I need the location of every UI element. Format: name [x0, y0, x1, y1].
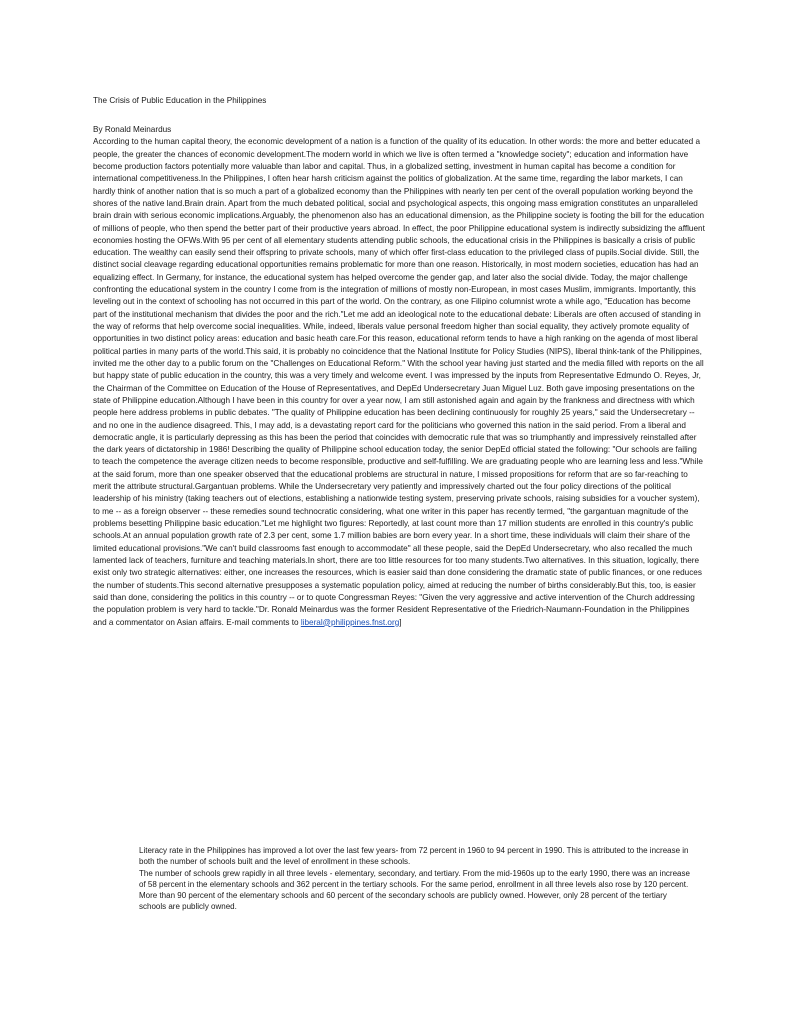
article-body: [93, 124, 705, 629]
article-byline: By Ronald Meinardus: [93, 125, 172, 134]
article-title: The Crisis of Public Education in the Philippines: [93, 96, 267, 105]
email-link[interactable]: liberal@philippines.fnst.org: [300, 617, 400, 627]
article-text: According to the human capital theory, the economic development of a nation is a function of the quality of its education. In other words: the more and better educated a people, the greater the chances of economic development.The modern world in which we live is often termed a "knowledge society"; education and information have become production factors potentially more valuable than labor and capital. Thus, in a globalized setting, investment in human capital has become a condition for international competitiveness.In the Philippines, I often hear harsh criticism against the politics of globalization. At the same time, regarding the labor markets, I can hardly think of another nation that is so much a part of a globalized economy than the Philippines with nearly ten per cent of the overall population working beyond the shores of the native land.Brain drain. Apart from the much debated political, social and psychological aspects, this ongoing mass emigration constitutes an unparalleled brain drain with serious economic implications.Arguably, the phenomenon also has an educational dimension, as the Philippine society is footing the bill for the education of millions of people, who then spend the better part of their productive years abroad. In effect, the poor Philippine educational system is indirectly subsidizing the affluent economies hosting the OFWs.With 95 per cent of all elementary students attending public schools, the educational crisis in the Philippines is basically a crisis of public education. The wealthy can easily send their offspring to private schools, many of which offer first-class education to the privileged class of pupils.Social divide. Still, the distinct social cleavage regarding educational opportunities remains problematic for more than one reason. Historically, in most modern societies, education has had an equalizing effect. In Germany, for instance, the educational system has helped overcome the gender gap, and later also the social divide. Today, the major challenge confronting the educational system in the country I come from is the integration of millions of mostly non-European, in most cases Muslim, immigrants. Importantly, this leveling out in the context of schooling has not occurred in this part of the world. On the contrary, as one Filipino columnist wrote a while ago, "Education has become part of the institutional mechanism that divides the poor and the rich."Let me add an ideological note to the educational debate: Liberals are often accused of standing in the way of reforms that help overcome social inequalities. While, indeed, liberals value personal freedom higher than social equality, they actively promote equality of opportunities in two distinct policy areas: education and basic heath care.For this reason, educational reform tends to have a high ranking on the agenda of most liberal political parties in many parts of the world.This said, it is probably no coincidence that the National Institute for Policy Studies (NIPS), liberal think-tank of the Philippines, invited me the other day to a public forum on the "Challenges on Educational Reform." With the school year having just started and the media filled with reports on the all but happy state of public education in the country, this was a very timely and welcome event. I was impressed by the inputs from Representative Edmundo O. Reyes, Jr, the Chairman of the Committee on Education of the House of Representatives, and DepEd Undersecretary Juan Miguel Luz. Both gave imposing presentations on the state of Philippine education.Although I have been in this country for over a year now, I am still astonished again and again by the frankness and directness with which people here address problems in public debates. "The quality of Philippine education has been declining continuously for roughly 25 years," said the Undersecretary -- and no one in the audience disagreed. This, I may add, is a devastating report card for the politicians who governed this nation in the said period. From a liberal and democratic angle, it is particularly depressing as this has been the period that coincides with democratic rule that was so triumphantly and impressively reinstalled after the dark years of dictatorship in 1986! Describing the quality of Philippine school education today, the senior DepEd official stated the following: "Our schools are failing to teach the competence the average citizen needs to become responsible, productive and self-fulfilling. We are graduating people who are learning less and less."While at the said forum, more than one speaker observed that the educational problems are structural in nature, I missed propositions for reform that are so far-reaching to merit the attribute structural.Gargantuan problems. While the Undersecretary very patiently and impressively charted out the four policy directions of the political leadership of his ministry (taking teachers out of elections, establishing a nationwide testing system, preserving private schools, raising subsidies for a voucher system), to me -- as a foreign observer -- these remedies sound technocratic considering, what one writer in this paper has recently termed, "the gargantuan magnitude of the problems besetting Philippine basic education."Let me highlight two figures: Reportedly, at last count more than 17 million students are enrolled in this country's public schools.At an annual population growth rate of 2.3 per cent, some 1.7 million babies are born every year. In a short time, these individuals will claim their share of the limited educational provisions."We can't build classrooms fast enough to accommodate" all these people, said the DepEd Undersecretary, who also recalled the much lamented lack of teachers, furniture and teaching materials.In short, there are too little resources for too many students.Two alternatives. In this situation, logically, there exist only two strategic alternatives: either, one increases the resources, which is easier said than done considering the dramatic state of public finances, or one reduces the number of students.This second alternative presupposes a systematic population policy, aimed at reducing the number of births considerably.But this, too, is easier said than done, considering the politics in this country -- or to quote Congressman Reyes: "Given the very aggressive and active intervention of the Church addressing the population problem is very hard to tackle."Dr. Ronald Meinardus was the former Resident Representative of the Friedrich-Naumann-Foundation in the Philippines and a commentator on Asian affairs. E-mail comments to: [93, 137, 705, 627]
literacy-note: [139, 845, 695, 913]
literacy-paragraph: Literacy rate in the Philippines has improved a lot over the last few years- from 72 percent in 1960 to 94 percent in 1990. This is attributed to the increase in both the number of schools built and the level of enrollment in these schools.: [139, 846, 689, 867]
schools-paragraph: The number of schools grew rapidly in all three levels - elementary, secondary, and tertiary. From the mid-1960s up to the early 1990, there was an increase of 58 percent in the elementary schools and 362 percent in the tertiary schools. For the same period, enrollment in all three levels also rose by 120 percent. More than 90 percent of the elementary schools and 60 percent of the secondary schools are publicly owned. However, only 28 percent of the tertiary schools are publicly owned.: [139, 868, 690, 912]
closing-bracket: ]: [399, 617, 402, 627]
